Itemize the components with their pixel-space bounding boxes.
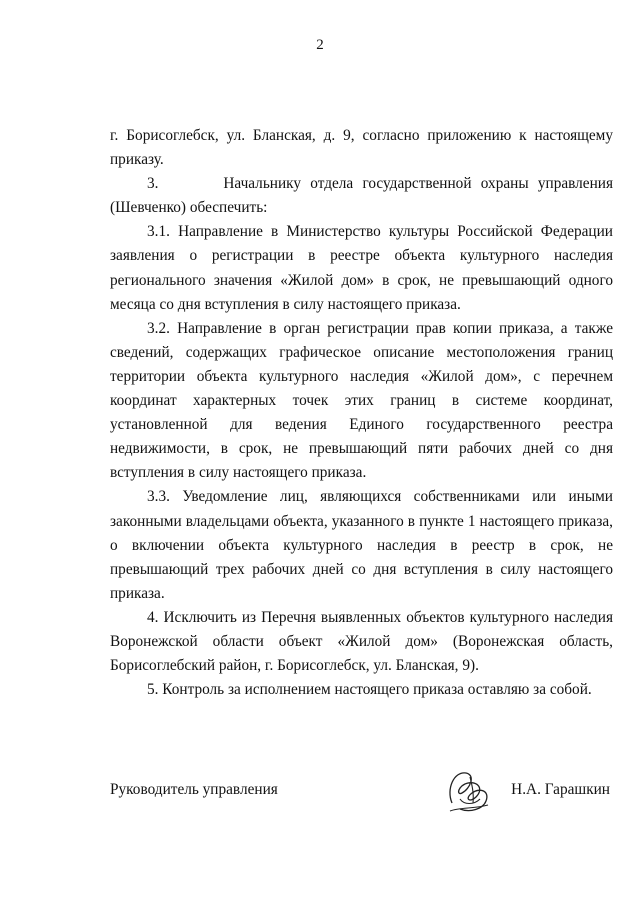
signatory-name: Н.А. Гарашкин [511, 781, 610, 798]
paragraph-item-3-3: 3.3. Уведомление лиц, являющихся собственниками или иными законными владельцами объекта, указанного в пункте 1 настоящего приказа, о включении объекта культурного наследия в реестр в срок, не превышающий трех рабочих дней со дня вступления в силу настоящего приказа. [110, 488, 613, 602]
paragraph-item-3-1: 3.1. Направление в Министерство культуры Российской Федерации заявления о регистрации в реестре объекта культурного наследия регионального значения «Жилой дом» в срок, не превышающий одного месяца со дня вступления в силу настоящего приказа. [110, 223, 613, 313]
paragraph-item-3-2: 3.2. Направление в орган регистрации прав копии приказа, а также сведений, содержащих графическое описание местоположения границ территории объекта культурного наследия «Жилой дом», с перечнем координат характерных точек этих границ в системе координат, установленной для ведения Единого государственного реестра недвижимости, в срок, не превышающий пяти рабочих дней со дня вступления в силу настоящего приказа. [110, 319, 613, 482]
document-body [110, 124, 613, 702]
signatory-position: Руководитель управления [110, 781, 278, 798]
signature-block [110, 767, 610, 817]
paragraph-item-3: 3. Начальнику отдела государственной охраны управления (Шевченко) обеспечить: [110, 175, 613, 217]
handwritten-signature [440, 759, 500, 823]
paragraph-address-continuation: г. Борисоглебск, ул. Бланская, д. 9, согласно приложению к настоящему приказу. [110, 127, 613, 169]
paragraph-item-4: 4. Исключить из Перечня выявленных объектов культурного наследия Воронежской области объект «Жилой дом» (Воронежская область, Борисоглебский район, г. Борисоглебск, ул. Бланская, 9). [110, 608, 613, 675]
paragraph-item-5: 5. Контроль за исполнением настоящего приказа оставляю за собой. [147, 681, 592, 699]
page-number: 2 [316, 37, 324, 53]
